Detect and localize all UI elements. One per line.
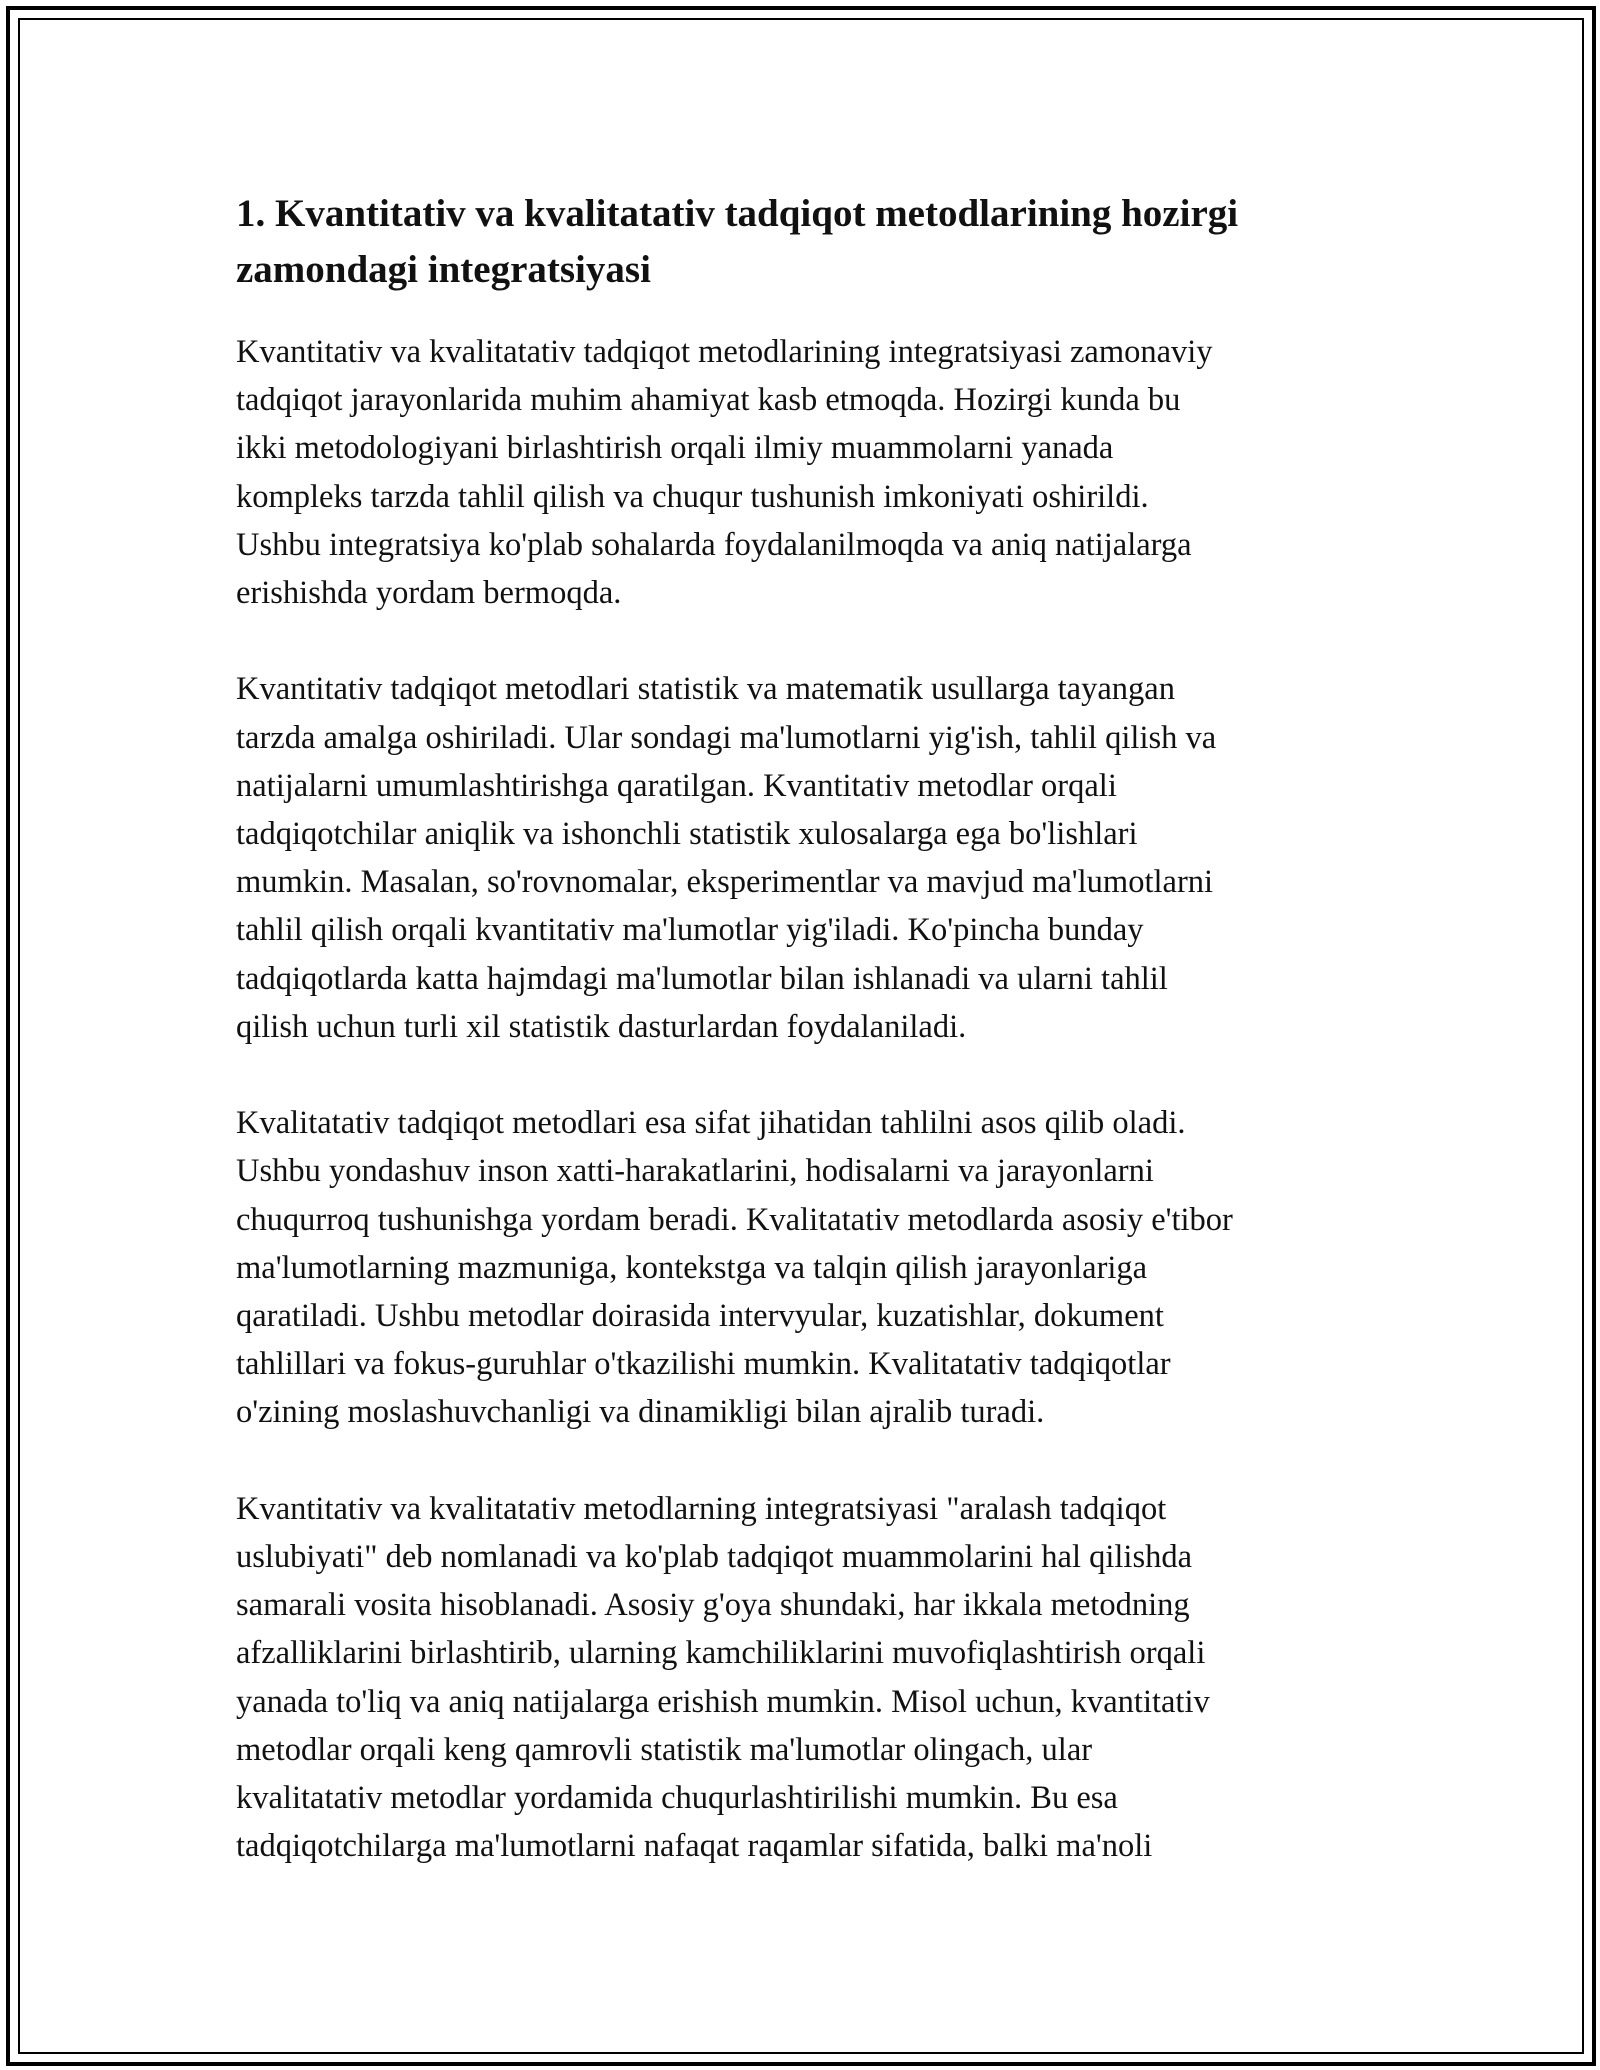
text-line: Kvantitativ tadqiqot metodlari statistik va matematik usullarga tayangan bbox=[236, 671, 1175, 708]
heading-line: zamondagi integratsiyasi bbox=[236, 248, 651, 291]
text-line: metodlar orqali keng qamrovli statistik ma'lumotlar olingach, ular bbox=[236, 1731, 1093, 1768]
text-line: Ushbu yondashuv inson xatti-harakatlarini, hodisalarni va jarayonlarni bbox=[236, 1153, 1154, 1190]
text-line: tadqiqotlarda katta hajmdagi ma'lumotlar bilan ishlanadi va ularni tahlil bbox=[236, 960, 1168, 997]
document-body bbox=[236, 186, 1366, 1919]
text-line: qilish uchun turli xil statistik dasturlardan foydalaniladi. bbox=[236, 1008, 967, 1045]
text-line: Kvantitativ va kvalitatativ tadqiqot metodlarining integratsiyasi zamonaviy bbox=[236, 334, 1213, 370]
text-line: tahlil qilish orqali kvantitativ ma'lumotlar yig'iladi. Ko'pincha bunday bbox=[236, 912, 1144, 949]
text-line: tadqiqot jarayonlarida muhim ahamiyat kasb etmoqda. Hozirgi kunda bu bbox=[236, 382, 1181, 419]
text-line: tahlillari va fokus-guruhlar o'tkazilishi mumkin. Kvalitatativ tadqiqotlar bbox=[236, 1346, 1171, 1383]
text-line: qaratiladi. Ushbu metodlar doirasida intervyular, kuzatishlar, dokument bbox=[236, 1298, 1164, 1335]
paragraph-1 bbox=[236, 328, 1366, 617]
text-line: samarali vosita hisoblanadi. Asosiy g'oya shundaki, har ikkala metodning bbox=[236, 1587, 1190, 1624]
paragraph-2 bbox=[236, 665, 1366, 1051]
section-heading bbox=[236, 186, 1366, 298]
text-line: tarzda amalga oshiriladi. Ular sondagi ma'lumotlarni yig'ish, tahlil qilish va bbox=[236, 719, 1217, 756]
heading-line: 1. Kvantitativ va kvalitatativ tadqiqot metodlarining hozirgi bbox=[236, 192, 1239, 235]
paragraph-4 bbox=[236, 1485, 1366, 1871]
text-line: ikki metodologiyani birlashtirish orqali ilmiy muammolarni yanada bbox=[236, 430, 1114, 467]
text-line: uslubiyati" deb nomlanadi va ko'plab tadqiqot muammolarini hal qilishda bbox=[236, 1539, 1193, 1576]
text-line: tadqiqotchilarga ma'lumotlarni nafaqat raqamlar sifatida, balki ma'noli bbox=[236, 1828, 1153, 1865]
text-line: Kvalitatativ tadqiqot metodlari esa sifat jihatidan tahlilni asos qilib oladi. bbox=[236, 1105, 1186, 1142]
paragraph-3 bbox=[236, 1099, 1366, 1436]
text-line: afzalliklarini birlashtirib, ularning kamchiliklarini muvofiqlashtirish orqali bbox=[236, 1635, 1206, 1672]
text-line: Kvantitativ va kvalitatativ metodlarning integratsiyasi "aralash tadqiqot bbox=[236, 1490, 1167, 1527]
text-line: o'zining moslashuvchanligi va dinamikligi bilan ajralib turadi. bbox=[236, 1394, 1045, 1431]
text-line: tadqiqotchilar aniqlik va ishonchli statistik xulosalarga ega bo'lishlari bbox=[236, 816, 1138, 853]
text-line: kompleks tarzda tahlil qilish va chuqur tushunish imkoniyati oshirildi. bbox=[236, 478, 1149, 515]
text-line: Ushbu integratsiya ko'plab sohalarda foydalanilmoqda va aniq natijalarga bbox=[236, 526, 1192, 563]
text-line: natijalarni umumlashtirishga qaratilgan. Kvantitativ metodlar orqali bbox=[236, 767, 1117, 804]
text-line: yanada to'liq va aniq natijalarga erishish mumkin. Misol uchun, kvantitativ bbox=[236, 1683, 1210, 1720]
text-line: ma'lumotlarning mazmuniga, kontekstga va talqin qilish jarayonlariga bbox=[236, 1249, 1148, 1286]
text-line: chuqurroq tushunishga yordam beradi. Kvalitatativ metodlarda asosiy e'tibor bbox=[236, 1201, 1233, 1238]
text-line: mumkin. Masalan, so'rovnomalar, eksperimentlar va mavjud ma'lumotlarni bbox=[236, 864, 1214, 901]
text-line: erishishda yordam bermoqda. bbox=[236, 575, 622, 612]
text-line: kvalitatativ metodlar yordamida chuqurlashtirilishi mumkin. Bu esa bbox=[236, 1780, 1118, 1817]
